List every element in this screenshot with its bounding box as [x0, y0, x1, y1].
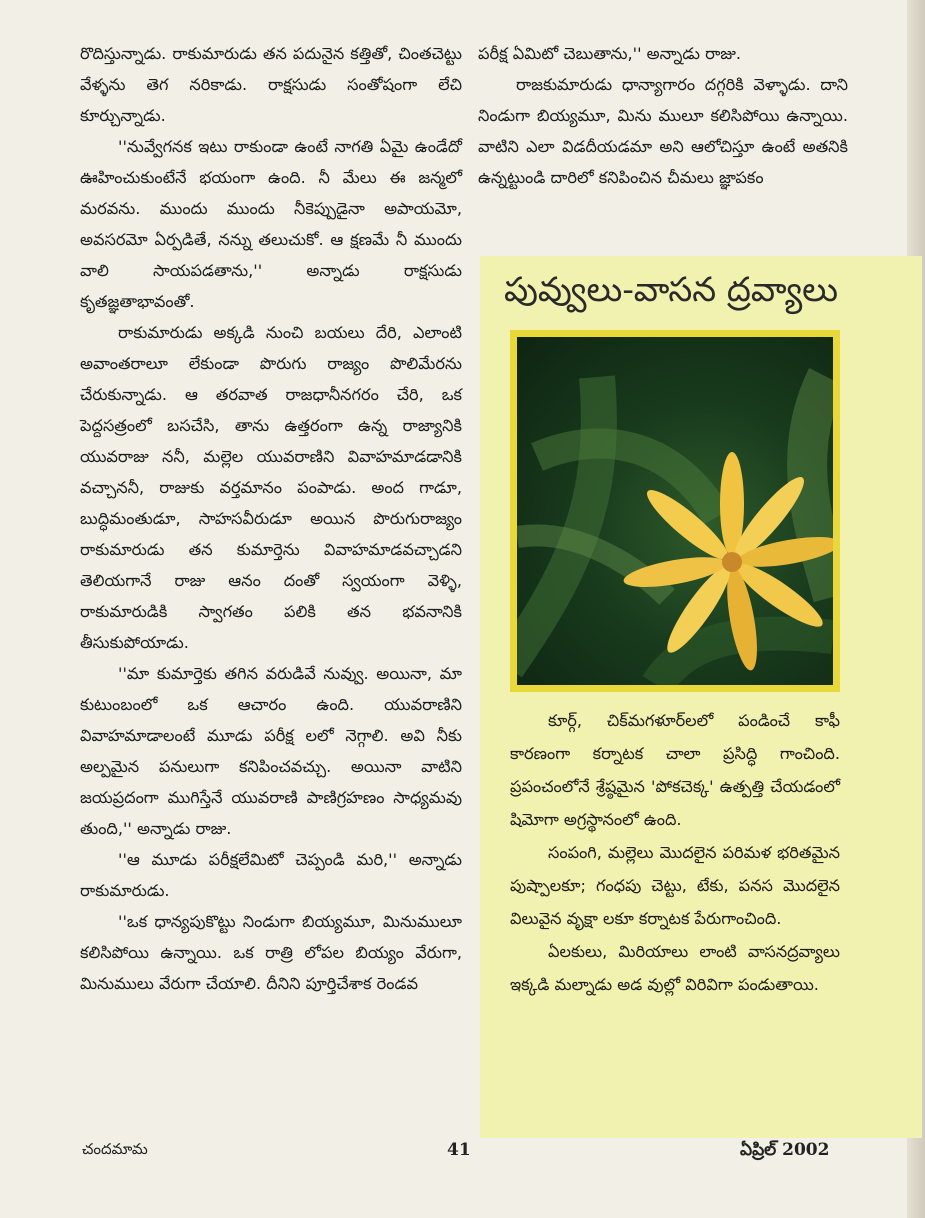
sidebar-para-3: ఏలకులు, మిరియాలు లాంటి వాసనద్రవ్యాలు ఇక్కడి మల్నాడు అడ వుల్లో విరివిగా పండుతాయి. — [510, 942, 840, 994]
footer-page-number: 41 — [447, 1140, 471, 1160]
right-para-2: రాజకుమారుడు ధాన్యాగారం దగ్గరికి వెళ్ళాడు. దాని నిండుగా బియ్యమూ, మిను ములూ కలిసిపోయి ఉన్నాయి. వాటిని ఎలా విడదీయడమా అని ఆలోచిస్తూ ఉంటే అతనికి ఉన్నట్టుండి దారిలో కనిపించిన చీమలు జ్ఞాపకం — [478, 75, 848, 187]
left-para-2: ''నువ్వేగనక ఇటు రాకుండా ఉంటే నాగతి ఏమై ఉండేదో ఊహించుకుంటేనే భయంగా ఉంది. నీ మేలు ఈ జన్మలో మరవను. ముందు ముందు నీకెప్పుడైనా అపాయమో, అవసరమో ఏర్పడితే, నన్ను తలుచుకో. ఆ క్షణమే నీ ముందు వాలి సాయపడతాను,'' అన్నాడు రాక్షసుడు కృతజ్ఞతాభావంతో. — [80, 137, 462, 311]
right-para-1: పరీక్ష ఏమిటో చెబుతాను,'' అన్నాడు రాజు. — [478, 44, 742, 63]
left-para-3: రాకుమారుడు అక్కడి నుంచి బయలు దేరి, ఎలాంటి అవాంతరాలూ లేకుండా పొరుగు రాజ్యం పొలిమేరను చేరుకున్నాడు. ఆ తరవాత రాజధానీనగరం చేరి, ఒక పెద్దసత్రంలో బసచేసి, తాను ఉత్తరంగా ఉన్న రాజ్యానికి యువరాజు ననీ, మల్లెల యువరాణిని వివాహమాడడానికి వచ్చాననీ, రాజుకు వర్తమానం పంపాడు. అంద గాడూ, బుద్ధిమంతుడూ, సాహసవీరుడూ అయిన పొరుగురాజ్యం రాకుమారుడు తన కుమార్తెను వివాహమాడవచ్చాడని తెలియగానే రాజు ఆనం దంతో స్వయంగా వెళ్ళి, రాకుమారుడికి స్వాగతం పలికి తన భవనానికి తీసుకుపోయాడు. — [80, 323, 462, 652]
left-para-5: ''ఆ మూడు పరీక్షలేమిటో చెప్పండి మరి,'' అన్నాడు రాకుమారుడు. — [80, 850, 462, 900]
flower-photo — [517, 337, 833, 685]
left-para-1: రొదిస్తున్నాడు. రాకుమారుడు తన పదునైన కత్తితో, చింతచెట్టు వేళ్ళను తెగ నరికాడు. రాక్షసుడు సంతోషంగా లేచి కూర్చున్నాడు. — [80, 44, 462, 125]
left-column — [80, 38, 462, 999]
footer-issue-date: ఏప్రిల్ 2002 — [740, 1140, 830, 1160]
sidebar-para-2: సంపంగి, మల్లెలు మొదలైన పరిమళ భరితమైన పుష్పాలకూ; గంధపు చెట్టు, టేకు, పనస మొదలైన విలువైన వృక్షా లకూ కర్నాటక పేరుగాంచింది. — [510, 843, 840, 928]
info-sidebar — [480, 256, 922, 1138]
footer-magazine-name: చందమామ — [82, 1140, 148, 1158]
left-para-6: ''ఒక ధాన్యపుకొట్టు నిండుగా బియ్యమూ, మినుములూ కలిసిపోయి ఉన్నాయి. ఒక రాత్రి లోపల బియ్యం వేరుగా, మినుములు వేరుగా చేయాలి. దీనిని పూర్తిచేశాక రెండవ — [80, 912, 462, 993]
flower-illustration — [517, 337, 833, 685]
photo-frame — [510, 330, 840, 692]
left-para-4: ''మా కుమార్తెకు తగిన వరుడివే నువ్వు. అయినా, మా కుటుంబంలో ఒక ఆచారం ఉంది. యువరాణిని వివాహమాడాలంటే మూడు పరీక్ష లలో నెగ్గాలి. అవి నీకు అల్పమైన పనులుగా కనిపించవచ్చు. అయినా వాటిని జయప్రదంగా ముగిస్తేనే యువరాణి పాణిగ్రహణం సాధ్యమవు తుంది,'' అన్నాడు రాజు. — [80, 664, 462, 838]
right-column-top — [478, 38, 848, 193]
sidebar-title: పువ్వులు-వాసన ద్రవ్యాలు — [504, 270, 839, 310]
sidebar-para-1: కూర్గ్, చిక్‌మగళూర్‌లలో పండించే కాఫీ కారణంగా కర్నాటక చాలా ప్రసిద్ధి గాంచింది. ప్రపంచంలోనే శ్రేష్ఠమైన 'పోకచెక్క' ఉత్పత్తి చేయడంలో షిమోగా అగ్రస్థానంలో ఉంది. — [510, 711, 840, 829]
sidebar-text — [510, 704, 840, 1001]
